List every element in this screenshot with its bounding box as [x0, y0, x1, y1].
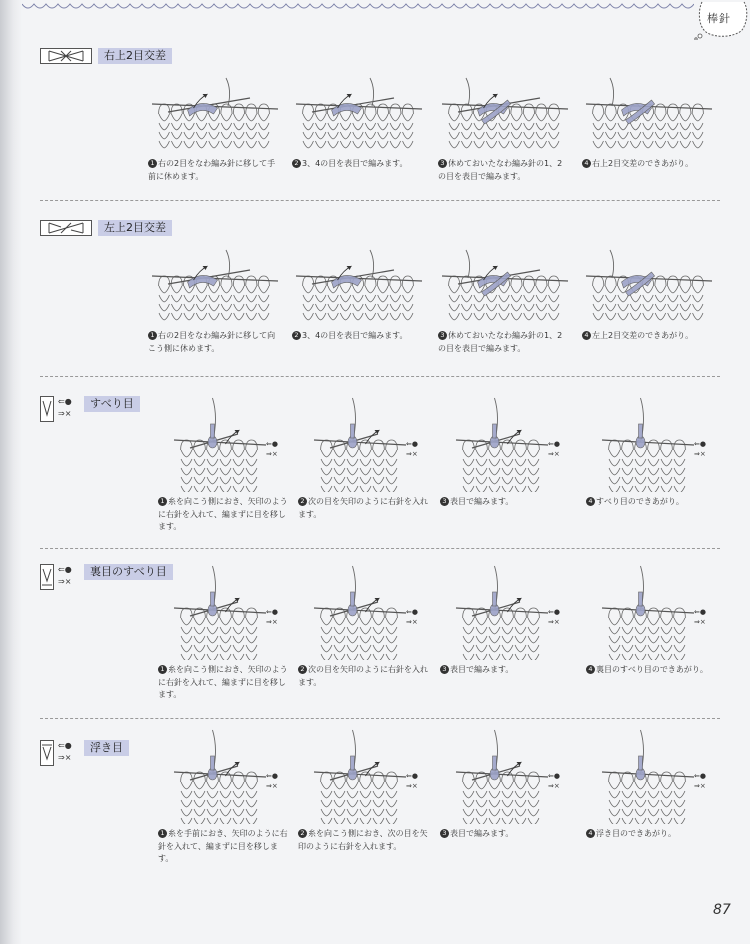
svg-text:⇐●: ⇐●	[548, 608, 560, 616]
section-title: 浮き目	[84, 740, 129, 756]
section-slip-stitch	[40, 394, 720, 544]
step-caption: 表目で編みます。	[450, 665, 514, 674]
section-right-cross	[40, 48, 720, 198]
svg-text:⇒×: ⇒×	[266, 618, 278, 626]
step-number: 2	[298, 497, 307, 506]
step-3	[438, 248, 570, 355]
step-number: 1	[158, 665, 167, 674]
step-caption: 右の2目をなわ編み針に移して向こう側に休めます。	[148, 331, 276, 353]
knitting-diagram	[438, 248, 570, 326]
step-3	[440, 562, 572, 677]
step-caption: 右の2目をなわ編み針に移して手前に休めます。	[148, 159, 276, 181]
page-number: 87	[713, 902, 731, 918]
step-caption: 次の目を矢印のように右針を入れます。	[298, 665, 428, 687]
svg-text:⇒×: ⇒×	[406, 618, 418, 626]
svg-text:⇒×: ⇒×	[406, 782, 418, 790]
section-left-cross	[40, 220, 720, 370]
knitting-diagram	[582, 248, 714, 326]
step-caption: 3、4の目を表目で編みます。	[302, 159, 408, 168]
svg-text:⇐●: ⇐●	[266, 772, 278, 780]
step-caption: 右上2目交差のできあがり。	[592, 159, 694, 168]
step-number: 3	[440, 829, 449, 838]
step-2	[292, 76, 424, 171]
section-title: 右上2目交差	[98, 48, 172, 64]
svg-text:⇒×: ⇒×	[548, 618, 560, 626]
step-number: 1	[148, 331, 157, 340]
step-number: 1	[158, 497, 167, 506]
svg-text:⇒×: ⇒×	[694, 450, 706, 458]
step-caption: 休めておいたなわ編み針の1、2の目を表目で編みます。	[438, 159, 563, 181]
step-caption: 表目で編みます。	[450, 829, 514, 838]
step-caption: すべり目のできあがり。	[596, 497, 684, 506]
step-number: 3	[440, 665, 449, 674]
knitting-diagram	[438, 76, 570, 154]
knitting-diagram	[298, 562, 430, 660]
section-title: 左上2目交差	[98, 220, 172, 236]
section-divider	[40, 200, 720, 201]
step-1	[158, 562, 290, 702]
svg-text:⇐●: ⇐●	[266, 440, 278, 448]
chapter-tab-label: 棒針	[707, 12, 731, 25]
knitting-diagram	[440, 726, 572, 824]
step-2	[298, 726, 430, 853]
knitting-diagram	[586, 394, 718, 492]
step-2	[298, 394, 430, 521]
svg-text:⇐●: ⇐●	[406, 772, 418, 780]
step-number: 2	[292, 159, 301, 168]
knitting-diagram	[298, 726, 430, 824]
knitting-diagram	[298, 394, 430, 492]
knitting-diagram	[440, 394, 572, 492]
svg-text:⇐●: ⇐●	[548, 772, 560, 780]
step-1	[158, 394, 290, 534]
knitting-diagram	[158, 562, 290, 660]
section-divider	[40, 718, 720, 719]
step-2	[292, 248, 424, 343]
section-float-stitch	[40, 738, 720, 888]
step-3	[438, 76, 570, 183]
step-number: 2	[298, 665, 307, 674]
step-1	[158, 726, 290, 866]
step-number: 2	[298, 829, 307, 838]
symbol-legend: ⇐● ⇒×	[58, 397, 72, 418]
svg-text:⇐●: ⇐●	[548, 440, 560, 448]
symbol-legend: ⇐● ⇒×	[58, 741, 72, 762]
symbol-legend: ⇐● ⇒×	[58, 565, 72, 586]
left-cross-symbol-icon	[40, 220, 92, 236]
knitting-diagram	[158, 726, 290, 824]
step-number: 3	[438, 159, 447, 168]
svg-text:⇐●: ⇐●	[694, 608, 706, 616]
svg-text:⇐●: ⇐●	[406, 440, 418, 448]
step-number: 3	[440, 497, 449, 506]
step-4	[586, 394, 718, 509]
step-1	[148, 76, 280, 183]
knitting-diagram	[586, 562, 718, 660]
section-divider	[40, 548, 720, 549]
section-purl-slip-stitch	[40, 562, 720, 712]
svg-text:⇐●: ⇐●	[694, 772, 706, 780]
step-number: 4	[582, 331, 591, 340]
purl-slip-stitch-symbol-icon	[40, 564, 54, 590]
knitting-diagram	[586, 726, 718, 824]
step-caption: 3、4の目を表目で編みます。	[302, 331, 408, 340]
step-number: 3	[438, 331, 447, 340]
step-caption: 糸を向こう側におき、矢印のように右針を入れて、編まずに目を移します。	[158, 665, 288, 699]
step-number: 4	[586, 665, 595, 674]
scalloped-border	[22, 0, 694, 14]
step-1	[148, 248, 280, 355]
svg-text:⇐●: ⇐●	[266, 608, 278, 616]
step-2	[298, 562, 430, 689]
svg-text:⇒×: ⇒×	[266, 450, 278, 458]
section-title: 裏目のすべり目	[84, 564, 173, 580]
step-number: 1	[158, 829, 167, 838]
step-caption: 浮き目のできあがり。	[596, 829, 676, 838]
step-number: 4	[582, 159, 591, 168]
step-caption: 裏目のすべり目のできあがり。	[596, 665, 708, 674]
svg-text:⇒×: ⇒×	[406, 450, 418, 458]
knitting-diagram	[148, 248, 280, 326]
knitting-diagram	[440, 562, 572, 660]
svg-text:⇐●: ⇐●	[694, 440, 706, 448]
svg-text:⇒×: ⇒×	[694, 618, 706, 626]
knitting-diagram	[292, 76, 424, 154]
right-cross-symbol-icon	[40, 48, 92, 64]
svg-text:⇒×: ⇒×	[548, 450, 560, 458]
knitting-diagram	[292, 248, 424, 326]
step-caption: 糸を向こう側におき、矢印のように右針を入れて、編まずに目を移します。	[158, 497, 288, 531]
page-gutter	[0, 0, 22, 944]
svg-text:⇒×: ⇒×	[266, 782, 278, 790]
svg-text:⇐●: ⇐●	[406, 608, 418, 616]
float-stitch-symbol-icon	[40, 740, 54, 766]
step-4	[582, 76, 714, 171]
step-number: 1	[148, 159, 157, 168]
step-4	[582, 248, 714, 343]
slip-stitch-symbol-icon	[40, 396, 54, 422]
svg-text:⇒×: ⇒×	[694, 782, 706, 790]
step-caption: 休めておいたなわ編み針の1、2の目を表目で編みます。	[438, 331, 563, 353]
step-caption: 次の目を矢印のように右針を入れます。	[298, 497, 428, 519]
step-number: 4	[586, 497, 595, 506]
step-caption: 表目で編みます。	[450, 497, 514, 506]
step-3	[440, 394, 572, 509]
step-number: 2	[292, 331, 301, 340]
svg-text:⇒×: ⇒×	[548, 782, 560, 790]
section-title: すべり目	[84, 396, 140, 412]
knitting-diagram	[158, 394, 290, 492]
step-4	[586, 562, 718, 677]
step-caption: 糸を手前におき、矢印のように右針を入れて、編まずに目を移します。	[158, 829, 288, 863]
step-caption: 左上2目交差のできあがり。	[592, 331, 694, 340]
step-number: 4	[586, 829, 595, 838]
step-caption: 糸を向こう側におき、次の目を矢印のように右針を入れます。	[298, 829, 428, 851]
step-4	[586, 726, 718, 841]
knitting-diagram	[148, 76, 280, 154]
step-3	[440, 726, 572, 841]
section-divider	[40, 376, 720, 377]
knitting-diagram	[582, 76, 714, 154]
